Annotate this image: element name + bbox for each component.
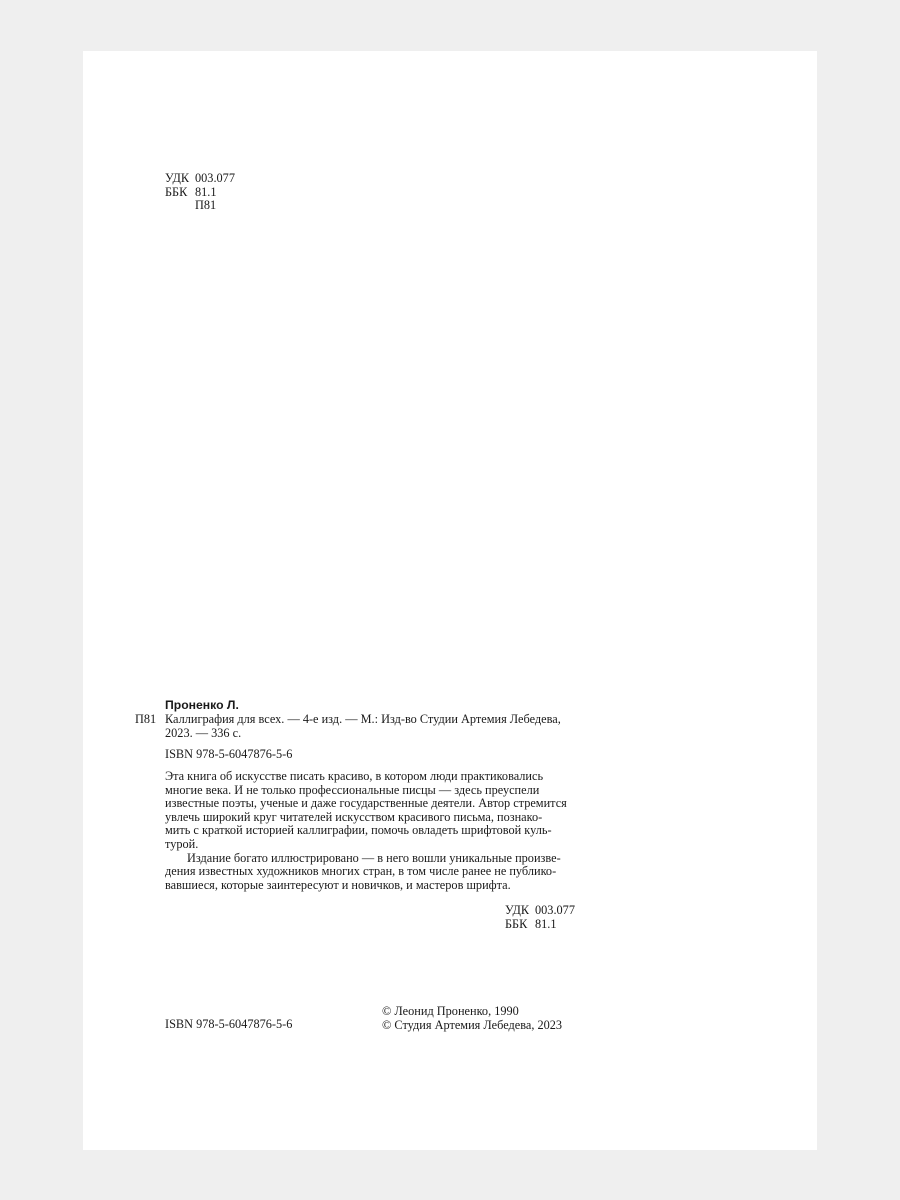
classification-block-card — [505, 904, 575, 931]
annotation-line: многие века. И не только профессиональные писцы — здесь преуспели — [165, 782, 540, 797]
bib-line: 2023. — 336 с. — [165, 725, 242, 740]
card-author: Проненко Л. — [165, 698, 239, 712]
bib-line: Каллиграфия для всех. — 4-е изд. — М.: Изд-во Студии Артемия Лебедева, — [165, 712, 561, 726]
bbk-row — [165, 186, 235, 200]
udk-row — [165, 172, 235, 186]
udk-row — [505, 904, 575, 918]
annotation-line: дения известных художников многих стран, в том числе ранее не публико- — [165, 864, 557, 879]
copyright-block — [382, 1005, 562, 1032]
udk-label: УДК — [165, 171, 190, 185]
annotation-line: Эта книга об искусстве писать красиво, в котором люди практиковались — [165, 769, 544, 783]
book-page — [83, 51, 817, 1150]
author-mark-row — [165, 199, 235, 213]
bbk-label: ББК — [505, 916, 528, 931]
annotation-line: известные поэты, ученые и даже государственные деятели. Автор стремится — [165, 796, 567, 811]
annotation-line: Издание богато иллюстрировано — в него вошли уникальные произве- — [187, 850, 561, 865]
copyright-line: © Леонид Проненко, 1990 — [382, 1004, 519, 1018]
bibliographic-description — [165, 713, 561, 740]
footer-isbn: ISBN 978-5-6047876-5-6 — [165, 1017, 293, 1031]
annotation-line: турой. — [165, 836, 199, 851]
classification-block-top — [165, 172, 235, 213]
author-mark: П81 — [195, 198, 217, 213]
annotation — [165, 770, 567, 892]
annotation-line: увлечь широкий круг читателей искусством красивого письма, познако- — [165, 809, 543, 824]
bbk-value: 81.1 — [195, 184, 217, 199]
bbk-label: ББК — [165, 184, 188, 199]
copyright-line: © Студия Артемия Лебедева, 2023 — [382, 1017, 563, 1032]
udk-label: УДК — [505, 903, 530, 917]
annotation-line: мить с краткой историей каллиграфии, помочь овладеть шрифтовой куль- — [165, 823, 552, 838]
card-code: П81 — [135, 712, 157, 726]
card-isbn: ISBN 978-5-6047876-5-6 — [165, 747, 293, 761]
bbk-value: 81.1 — [535, 916, 557, 931]
bbk-row — [505, 918, 575, 932]
annotation-line: вавшиеся, которые заинтересуют и новичков, и мастеров шрифта. — [165, 877, 511, 892]
udk-value: 003.077 — [195, 171, 235, 185]
udk-value: 003.077 — [535, 903, 575, 917]
